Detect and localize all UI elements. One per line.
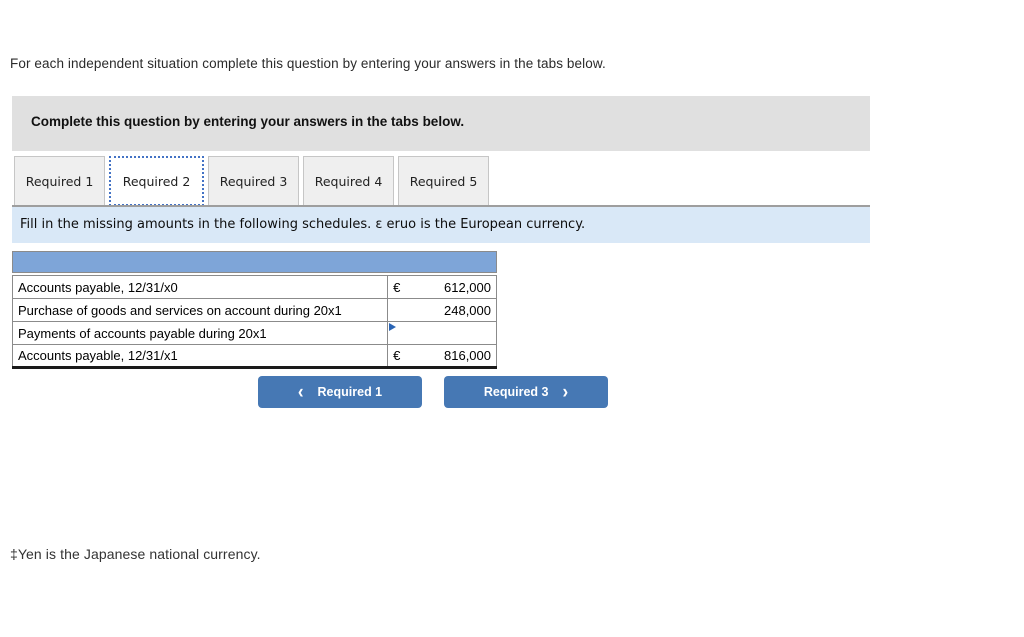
answer-input[interactable] bbox=[388, 324, 496, 343]
answer-input-cell[interactable] bbox=[388, 322, 497, 345]
intro-text: For each independent situation complete this question by entering your answers in the tabs below. bbox=[10, 56, 606, 71]
tab-required-5[interactable]: Required 5 bbox=[398, 156, 489, 206]
table-row bbox=[13, 322, 497, 345]
chevron-right-icon: › bbox=[562, 380, 569, 402]
instructions-panel bbox=[12, 96, 870, 151]
schedule-table-header bbox=[12, 251, 497, 273]
schedule-table bbox=[12, 275, 497, 369]
prev-button-label: Required 1 bbox=[317, 385, 383, 399]
tab-required-1[interactable]: Required 1 bbox=[14, 156, 105, 206]
table-row bbox=[13, 276, 497, 299]
instruction-banner: Fill in the missing amounts in the following schedules. ε eruo is the European currency. bbox=[12, 205, 870, 243]
row-label: Payments of accounts payable during 20x1 bbox=[13, 322, 388, 345]
amount-value: 816,000 bbox=[444, 348, 491, 363]
prev-required-button[interactable] bbox=[258, 376, 422, 408]
cell-marker-icon bbox=[389, 323, 396, 331]
row-label: Purchase of goods and services on account during 20x1 bbox=[13, 299, 388, 322]
amount-value: 612,000 bbox=[444, 279, 491, 295]
required-tabs bbox=[14, 156, 489, 206]
row-label: Accounts payable, 12/31/x0 bbox=[13, 276, 388, 299]
next-button-label: Required 3 bbox=[483, 385, 549, 399]
table-row bbox=[13, 345, 497, 368]
row-label: Accounts payable, 12/31/x1 bbox=[13, 345, 388, 368]
tab-required-4[interactable]: Required 4 bbox=[303, 156, 394, 206]
footnote-text: ‡Yen is the Japanese national currency. bbox=[10, 546, 261, 562]
chevron-left-icon: ‹ bbox=[297, 380, 304, 402]
currency-symbol: € bbox=[393, 279, 401, 295]
next-required-button[interactable] bbox=[444, 376, 608, 408]
amount-value: 248,000 bbox=[444, 302, 491, 318]
panel-title: Complete this question by entering your answers in the tabs below. bbox=[31, 114, 465, 129]
tab-required-3[interactable]: Required 3 bbox=[208, 156, 299, 206]
table-row bbox=[13, 299, 497, 322]
tab-required-2[interactable]: Required 2 bbox=[109, 156, 204, 206]
currency-symbol: € bbox=[393, 348, 401, 363]
